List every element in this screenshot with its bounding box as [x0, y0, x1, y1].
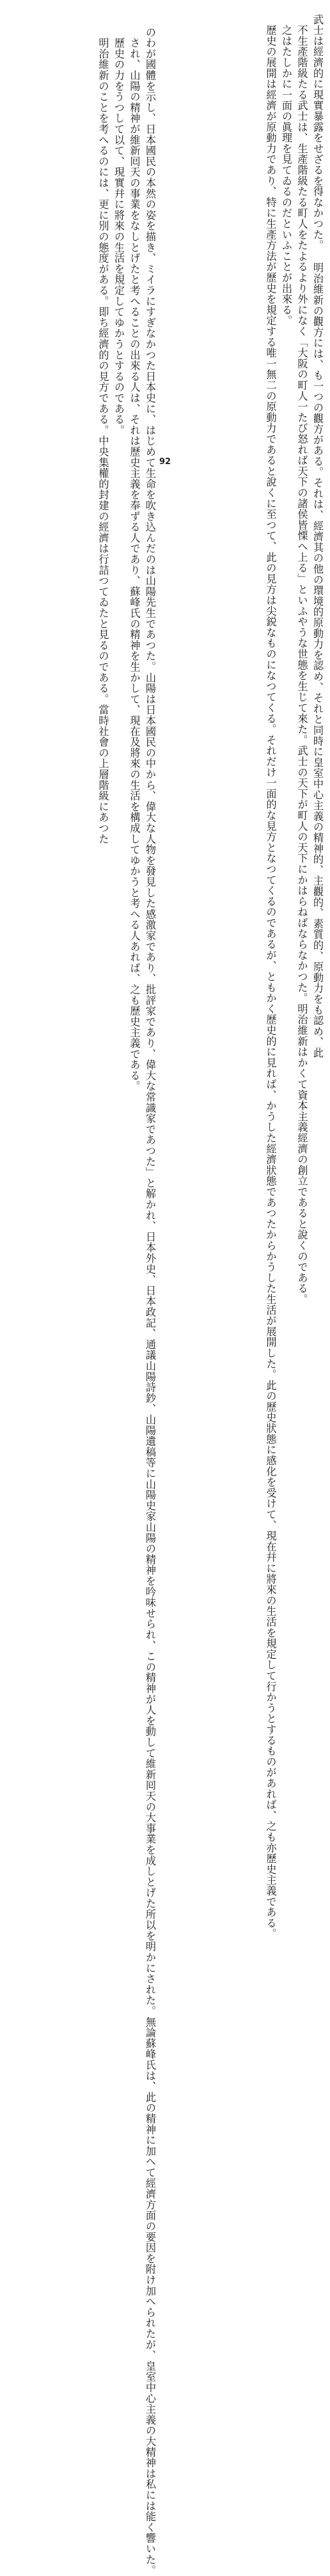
paragraph: 不生產階級たる武士は、生產階級たる町人をたよるより外になく「大阪の町人一たび怒れば天下の諸侯皆慄へ上る」といふやうな世態を生じて來た。武士の天下が町人の天下にかはらねばならなかつた。明治維新はかくて資本主義經濟の創立であると說くのである。: [295, 14, 308, 1305]
paragraph: され、山陽の精神が維新囘天の事業をなしとげたと考へることの出來る人は、それは歷史主義を奉ずる人であり、蘇峰氏の精神を生かして、現在及將來の生活を構成してゆかうと考へる人あれば、之も歷史主義である。: [128, 27, 141, 1092]
paragraph: 武士は經濟的に現實暴露をせざるを得なかつた。: [311, 14, 324, 251]
paragraph: 歷史の展開は經濟が原動力であり、特に生產方法が歷史を規定する唯一無二の原動力であると說くに至つて、此の見方は尖鋭なものになつてくる。それだけ一面的な見方となつてくるのであるが、ともかく歷史的に見れば、かうした經濟狀態であつたからかうした生活が展開した。此の歷史狀態に感化を受けて、現在幷に將來の生活を規定して行かうとするものがあれば、之も亦歷史主義である。: [264, 14, 277, 1940]
paragraph: 歷史の力をうつして以て、現實幷に將來の生活を規定してゆかうとするのである。: [113, 27, 125, 436]
paragraph: 明治維新の觀方には、も一つの觀方がある。それは、經濟其の他の環境的原動力を認め、それと同時に皇室中心主義の精神的、主觀的、素質的、原動力をも認め、此: [311, 252, 324, 1058]
page-number: 92: [159, 457, 171, 467]
paragraph: 之はたしかに一面の眞理を見てゐるのだといふことが出來る。: [280, 14, 292, 326]
lower-text-block: [310, 252, 326, 1058]
upper-left-text-block: [95, 27, 157, 2576]
paragraph: のわが國體を示し、日本國民の本然の姿を描き、ミイラにすぎなかつた日本史に、はじめて生命を吹き込んだのは山陽先生であつた。山陽は日本國民の中から、偉大な人物を發見した感激家であり、批評家であり、偉大な常識家であつた」と解かれ、日本外史、日本政記、通議山陽詩鈔、山陽遺稿等に山陽史家山陽の精神を吟味せられ、この精神が人を動して維新囘天の大事業を成しとげた所以を明かにされた。無論蘇峰氏は、此の精神に加へて經濟方面の要因を附け加へられたが、皇室中心主義の大精神は私には能く響いた。: [144, 27, 156, 2576]
paragraph: 明治維新のことを考へるのには、更に別の態度がある。即ち經濟的の見方である。中央集權的封建の經濟は行詰つてゐたと見るのである。當時社會の上層階級にあつた: [97, 27, 109, 844]
